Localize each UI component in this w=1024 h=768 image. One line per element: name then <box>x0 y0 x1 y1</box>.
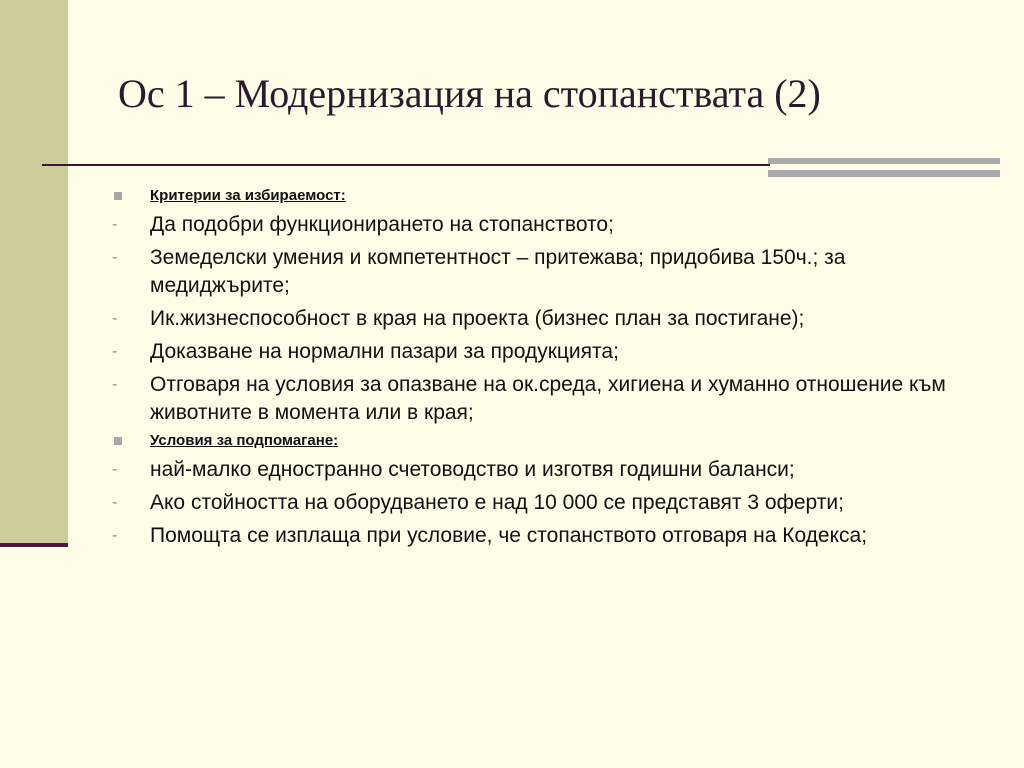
dash-bullet-icon: - <box>112 249 118 266</box>
dash-bullet-icon: - <box>112 216 118 233</box>
decorative-bar <box>768 170 1000 177</box>
dash-bullet-icon: - <box>112 494 118 511</box>
dash-bullet-icon: - <box>112 527 118 544</box>
list-item-text: най-малко едностранно счетоводство и изготвя годишни баланси; <box>150 458 795 481</box>
section-heading-text: Критерии за избираемост: <box>150 187 346 204</box>
list-item <box>110 244 990 300</box>
dash-bullet-icon: - <box>112 376 118 393</box>
decorative-bar <box>768 158 1000 164</box>
section-heading-text: Условия за подпомагане: <box>150 432 339 449</box>
list-item-text: Ако стойността на оборудването е над 10 000 се представят 3 оферти; <box>150 491 844 514</box>
list-item <box>110 522 990 550</box>
slide-content <box>110 182 990 553</box>
title-decorative-bars <box>768 158 1000 178</box>
list-item-text: Да подобри функционирането на стопанството; <box>150 213 614 236</box>
section-heading-eligibility <box>110 186 990 206</box>
dash-bullet-icon: - <box>112 343 118 360</box>
section-heading-support-conditions <box>110 431 990 451</box>
list-item <box>110 305 990 333</box>
dash-bullet-icon: - <box>112 310 118 327</box>
list-item <box>110 371 990 427</box>
list-item-text: Помощта се изплаща при условие, че стопанството отговаря на Кодекса; <box>150 524 868 547</box>
square-bullet-icon <box>114 437 122 445</box>
list-item-text: Доказване на нормални пазари за продукцията; <box>150 340 619 363</box>
list-item-text: Земеделски умения и компетентност – притежава; придобива 150ч.; за медиджърите; <box>150 246 846 297</box>
square-bullet-icon <box>114 192 122 200</box>
list-item <box>110 489 990 517</box>
slide-title: Ос 1 – Модернизация на стопанствата (2) <box>118 71 821 116</box>
list-item <box>110 456 990 484</box>
dash-bullet-icon: - <box>112 461 118 478</box>
list-item <box>110 211 990 239</box>
list-item <box>110 338 990 366</box>
list-item-text: Отговаря на условия за опазване на ок.среда, хигиена и хуманно отношение към животните в момента или в края; <box>150 373 946 424</box>
title-underline-rule <box>42 164 770 166</box>
left-decorative-band <box>0 0 68 545</box>
left-band-accent-line <box>0 543 68 547</box>
list-item-text: Ик.жизнеспособност в края на проекта (бизнес план за постигане); <box>150 307 805 330</box>
